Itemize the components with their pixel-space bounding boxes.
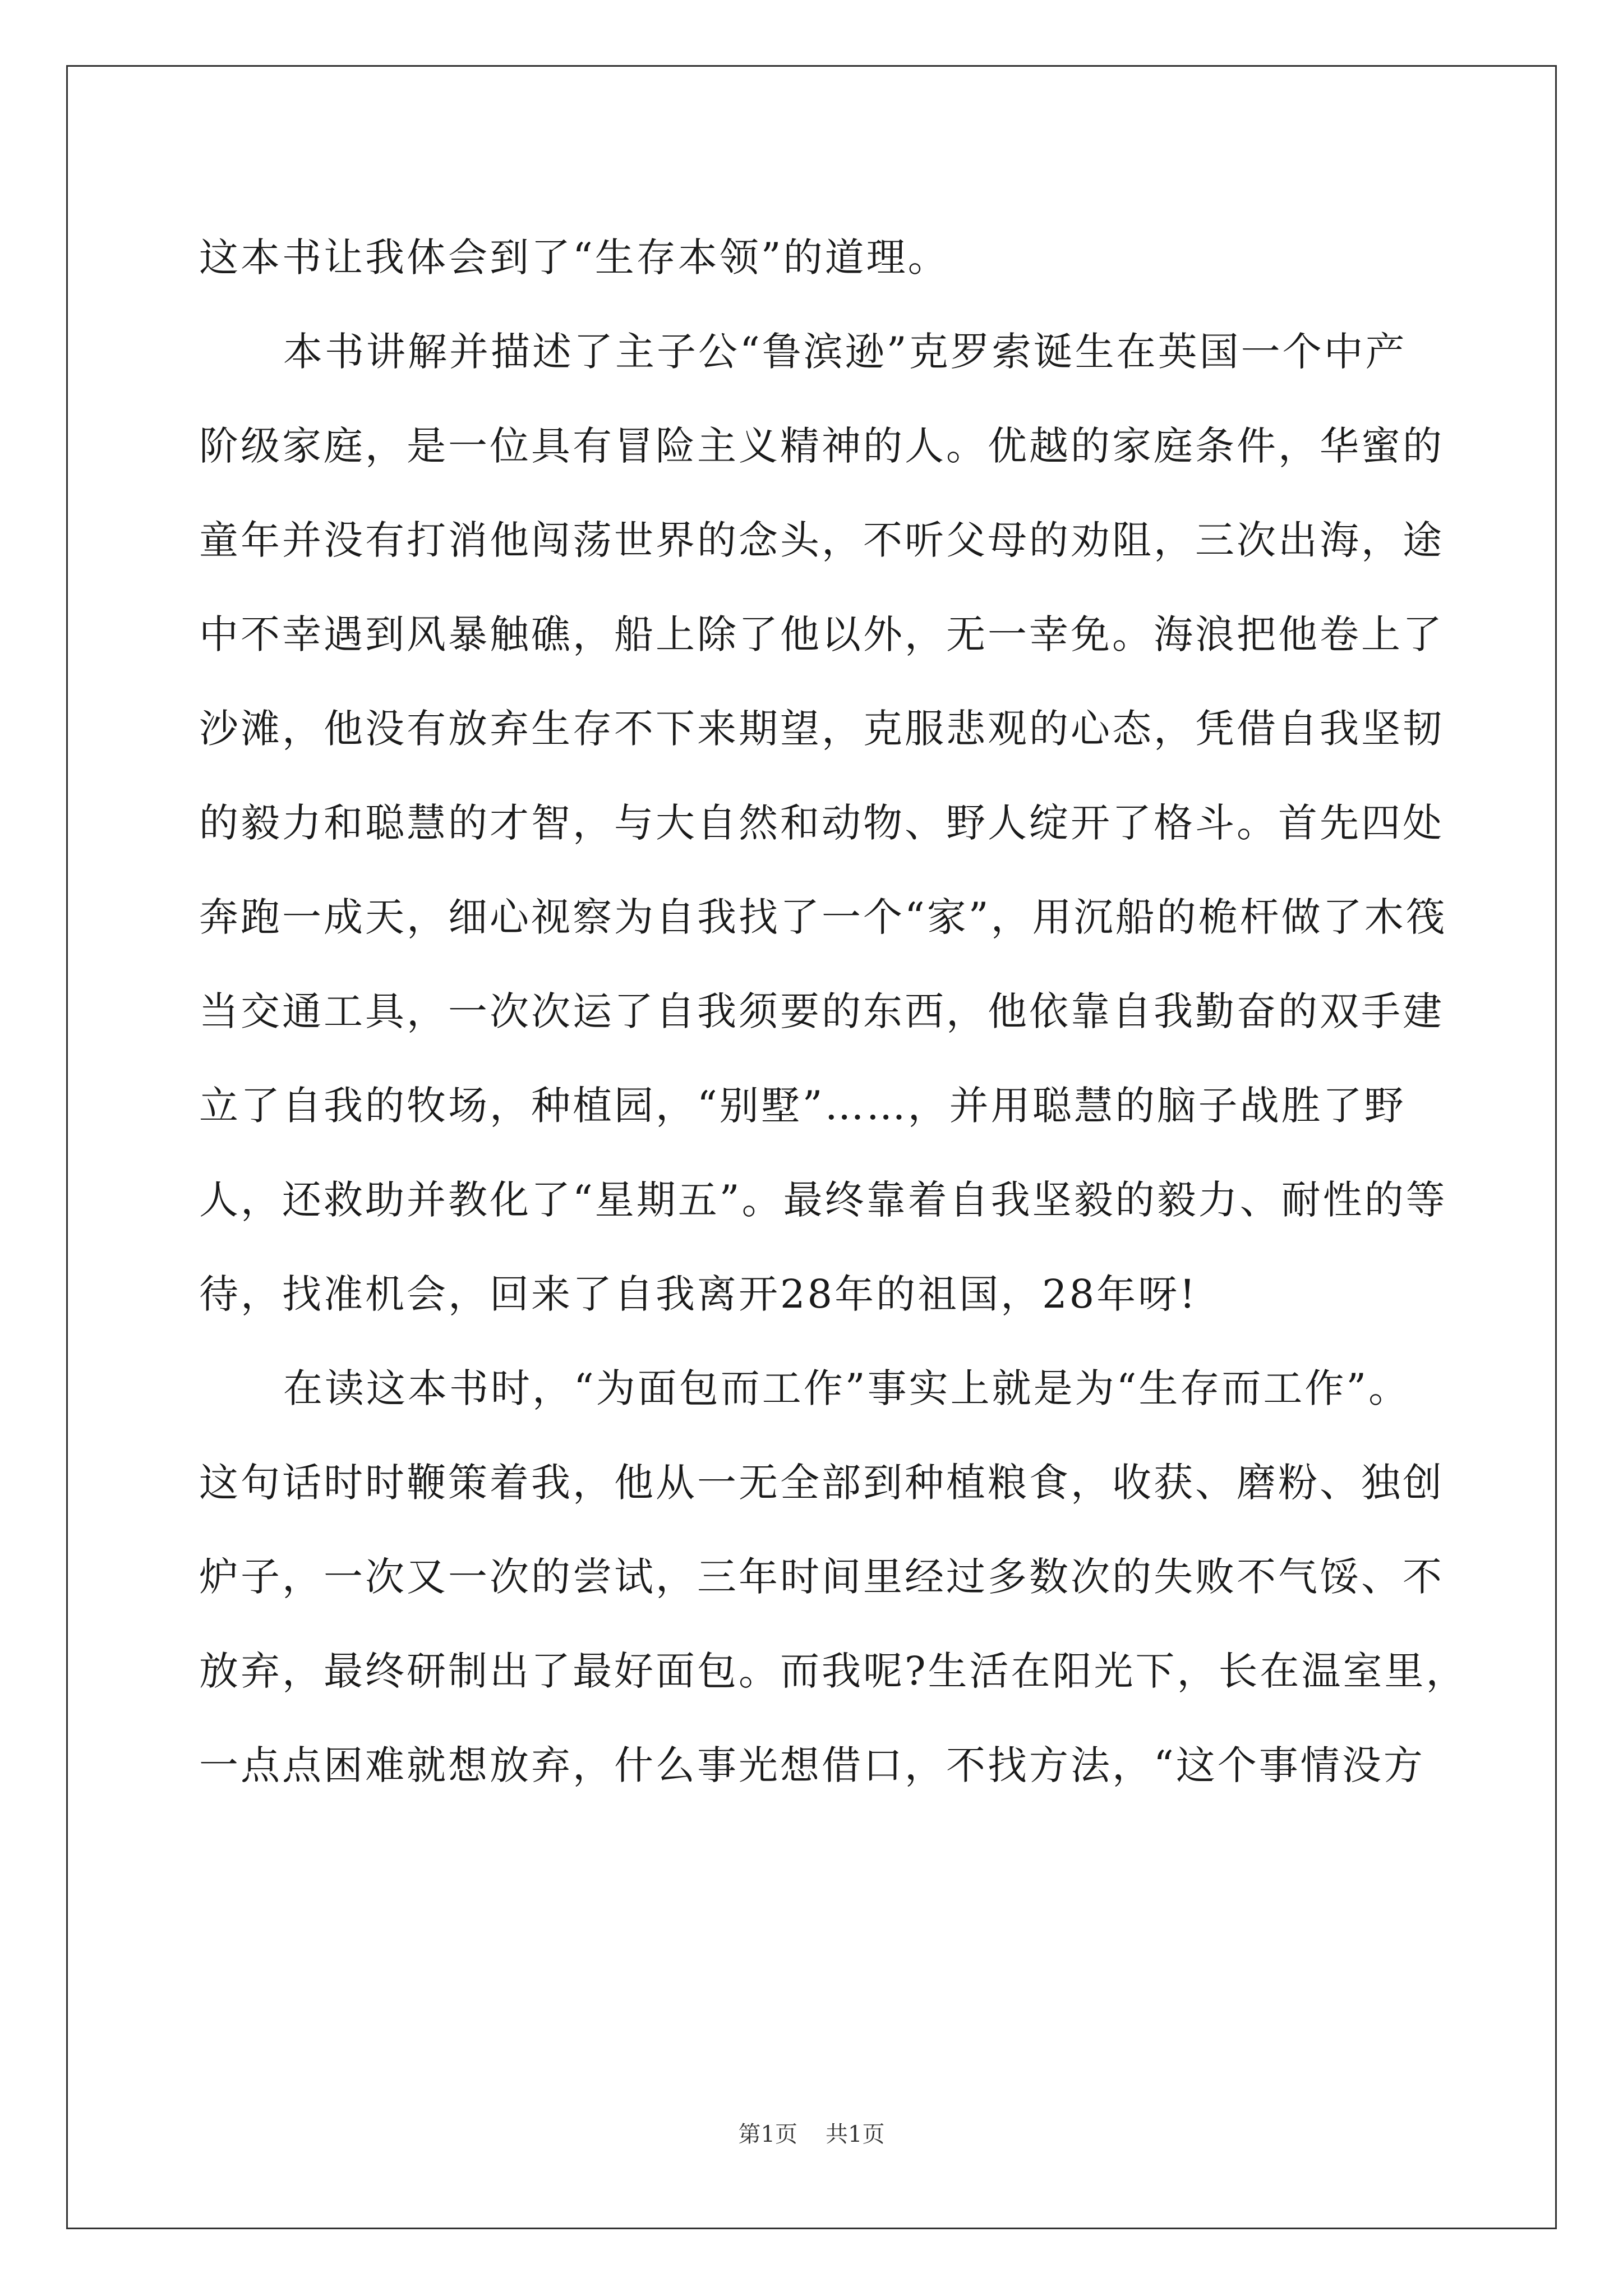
text-line: 立了自我的牧场，种植园，“别墅”……，并用聪慧的脑子战胜了野 xyxy=(199,1083,1406,1129)
paragraph-start-line: 在读这本书时，“为面包而工作”事实上就是为“生存而工作”。 xyxy=(283,1365,1410,1411)
text-line: 这句话时时鞭策着我，他从一无全部到种植粮食，收获、磨粉、独创 xyxy=(199,1460,1444,1506)
text-line: 中不幸遇到风暴触礁，船上除了他以外，无一幸免。海浪把他卷上了 xyxy=(199,611,1444,657)
text-line: 人，还救助并教化了“星期五”。最终靠着自我坚毅的毅力、耐性的等 xyxy=(199,1177,1447,1223)
text-line: 炉子，一次又一次的尝试，三年时间里经过多数次的失败不气馁、不 xyxy=(199,1554,1444,1600)
text-line: 童年并没有打消他闯荡世界的念头，不听父母的劝阻，三次出海，途 xyxy=(199,517,1444,563)
paragraph-start-line: 本书讲解并描述了主子公“鲁滨逊”克罗索诞生在英国一个中产 xyxy=(283,329,1407,375)
text-line: 沙滩，他没有放弃生存不下来期望，克服悲观的心态，凭借自我坚韧 xyxy=(199,706,1444,752)
text-line: 放弃，最终研制出了最好面包。而我呢?生活在阳光下，长在温室里， xyxy=(199,1648,1468,1694)
text-line: 阶级家庭，是一位具有冒险主义精神的人。优越的家庭条件，华蜜的 xyxy=(199,423,1444,469)
page-total: 共1页 xyxy=(826,2122,885,2147)
page-number: 第1页 xyxy=(738,2122,797,2147)
text-line: 一点点困难就想放弃，什么事光想借口，不找方法，“这个事情没方 xyxy=(199,1742,1425,1788)
text-line: 奔跑一成天，细心视察为自我找了一个“家”，用沉船的桅杆做了木筏 xyxy=(199,894,1447,940)
text-line: 待，找准机会，回来了自我离开28年的祖国，28年呀! xyxy=(199,1271,1198,1317)
page-footer xyxy=(0,2118,1623,2151)
text-line: 这本书让我体会到了“生存本领”的道理。 xyxy=(199,234,949,280)
document-body xyxy=(199,210,1468,1812)
text-line: 的毅力和聪慧的才智，与大自然和动物、野人绽开了格斗。首先四处 xyxy=(199,800,1444,846)
text-line: 当交通工具，一次次运了自我须要的东西，他依靠自我勤奋的双手建 xyxy=(199,988,1444,1034)
